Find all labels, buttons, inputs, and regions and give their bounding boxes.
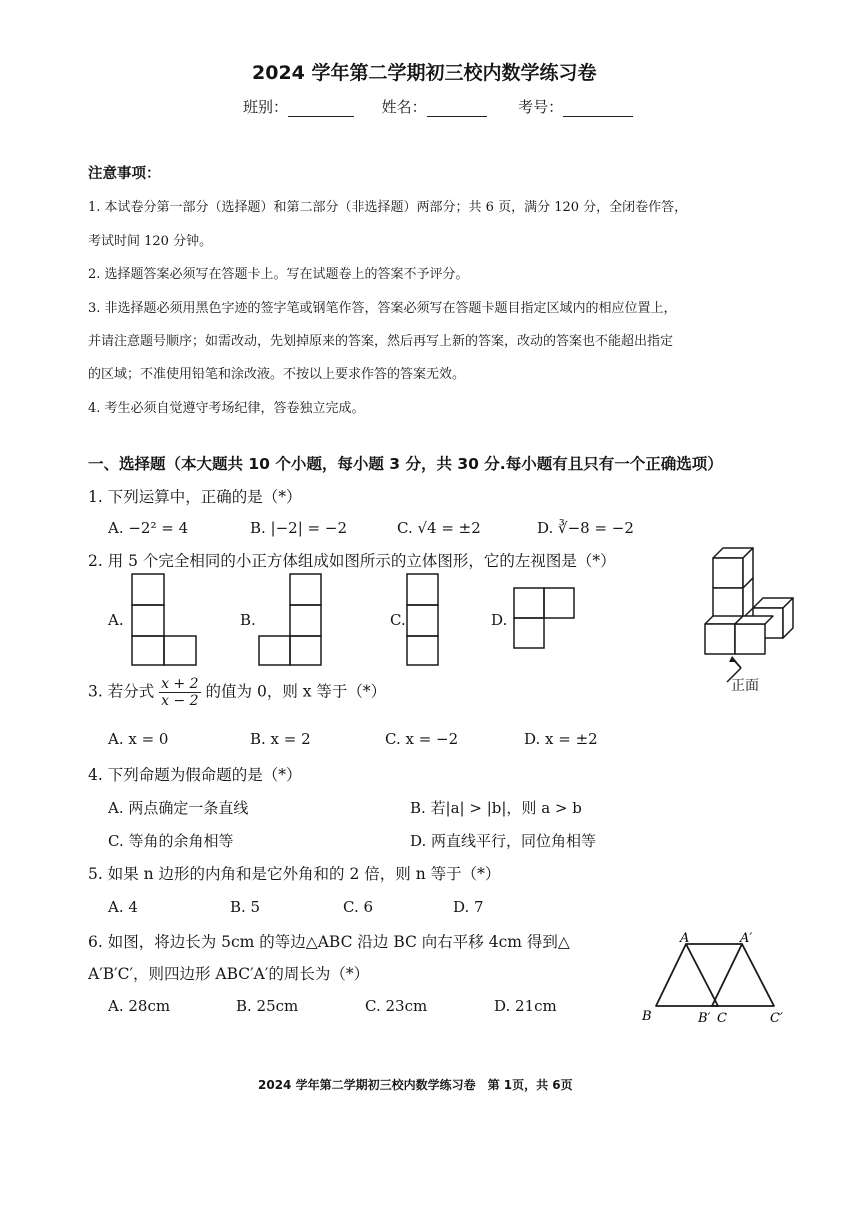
name-label: 姓名： — [381, 98, 427, 116]
q3-fraction — [159, 676, 200, 709]
option-b[interactable]: B. — [240, 611, 256, 629]
section-heading: 一、选择题（本大题共 10 个小题，每小题 3 分，共 30 分.每小题有且只有一个正确选项） — [88, 455, 723, 473]
notice-line: 3. 非选择题必须用黑色字迹的签字笔或钢笔作答，答案必须写在答题卡题目指定区域内的相应位置上， — [88, 301, 677, 316]
label-b-prime: B′ — [698, 1011, 711, 1026]
question-stem: 1. 下列运算中，正确的是（*） — [88, 488, 302, 506]
option-a[interactable]: A. 28cm — [108, 997, 171, 1015]
option-a[interactable]: A. −2² = 4 — [108, 519, 189, 537]
option-b[interactable]: B. x = 2 — [250, 730, 311, 748]
page-footer: 2024 学年第二学期初三校内数学练习卷 第 1页，共 6页 — [258, 1078, 573, 1092]
question-stem: 4. 下列命题为假命题的是（*） — [88, 766, 302, 784]
class-blank[interactable] — [288, 100, 354, 117]
name-blank[interactable] — [427, 100, 487, 117]
question-stem: 2. 用 5 个完全相同的小正方体组成如图所示的立体图形，它的左视图是（*） — [88, 552, 616, 570]
option-d[interactable]: D. x = ±2 — [524, 730, 598, 748]
question-stem-line1: 6. 如图，将边长为 5cm 的等边△ABC 沿边 BC 向右平移 4cm 得到△ — [88, 933, 570, 951]
option-b[interactable]: B. 5 — [230, 898, 261, 916]
option-a[interactable]: A. x = 0 — [108, 730, 169, 748]
exam-title: 2024 学年第二学期初三校内数学练习卷 — [252, 62, 597, 84]
notice-line: 考试时间 120 分钟。 — [88, 234, 213, 249]
option-c[interactable]: C. — [390, 611, 406, 629]
option-d[interactable]: D. — [491, 611, 508, 629]
option-b[interactable]: B. 25cm — [236, 997, 299, 1015]
option-b[interactable]: B. 若|a| > |b|，则 a > b — [410, 799, 582, 817]
label-b: B — [642, 1009, 652, 1024]
option-c[interactable]: C. x = −2 — [385, 730, 459, 748]
option-c[interactable]: C. 6 — [343, 898, 374, 916]
q2-cube-stack-figure — [697, 544, 817, 694]
option-d[interactable]: D. ∛−8 = −2 — [537, 519, 634, 537]
triangle-abc — [656, 944, 718, 1006]
q3-stem-prefix: 3. 若分式 — [88, 682, 155, 701]
option-c[interactable]: C. 等角的余角相等 — [108, 832, 234, 850]
option-a[interactable]: A. 两点确定一条直线 — [108, 799, 249, 817]
option-d-view-grid — [514, 588, 574, 648]
q3-stem-suffix: 的值为 0，则 x 等于（*） — [205, 682, 387, 701]
fraction-numerator: x + 2 — [161, 676, 199, 692]
option-c-view-grid — [407, 574, 438, 665]
label-c: C — [717, 1011, 727, 1026]
class-label: 班别： — [243, 98, 289, 116]
option-d[interactable]: D. 两直线平行，同位角相等 — [410, 832, 597, 850]
fraction-denominator: x − 2 — [161, 693, 199, 709]
notice-line: 4. 考生必须自觉遵守考场纪律，答卷独立完成。 — [88, 401, 365, 416]
notice-line: 的区域；不准使用铅笔和涂改液。不按以上要求作答的答案无效。 — [88, 367, 466, 382]
label-a-prime: A′ — [740, 931, 753, 946]
notice-heading: 注意事项： — [88, 166, 161, 182]
option-a[interactable]: A. — [108, 611, 124, 629]
notice-line: 2. 选择题答案必须写在答题卡上。写在试题卷上的答案不予评分。 — [88, 267, 469, 282]
option-a[interactable]: A. 4 — [108, 898, 138, 916]
question-stem — [88, 676, 386, 709]
student-info-fields — [243, 96, 633, 117]
question-stem-line2: A′B′C′，则四边形 ABC′A′的周长为（*） — [88, 965, 370, 983]
label-c-prime: C′ — [770, 1011, 783, 1026]
notice-line: 并请注意题号顺序；如需改动，先划掉原来的答案，然后再写上新的答案，改动的答案也不能超出指定 — [88, 334, 674, 349]
option-a-view-grid — [132, 574, 196, 665]
option-c[interactable]: C. 23cm — [365, 997, 428, 1015]
notice-line: 1. 本试卷分第一部分（选择题）和第二部分（非选择题）两部分；共 6 页，满分 120 分，全闭卷作答， — [88, 200, 688, 215]
option-d[interactable]: D. 7 — [453, 898, 484, 916]
triangle-a1b1c1 — [712, 944, 774, 1006]
option-c[interactable]: C. √4 = ±2 — [397, 519, 481, 537]
option-d[interactable]: D. 21cm — [494, 997, 557, 1015]
front-view-label: 正面 — [731, 678, 759, 694]
option-b[interactable]: B. |−2| = −2 — [250, 519, 347, 537]
q6-translation-figure — [638, 930, 798, 1030]
exam-number-label: 考号： — [518, 98, 564, 116]
option-b-view-grid — [259, 574, 321, 665]
label-a: A — [680, 931, 690, 946]
exam-number-blank[interactable] — [563, 100, 633, 117]
question-stem: 5. 如果 n 边形的内角和是它外角和的 2 倍，则 n 等于（*） — [88, 865, 501, 883]
